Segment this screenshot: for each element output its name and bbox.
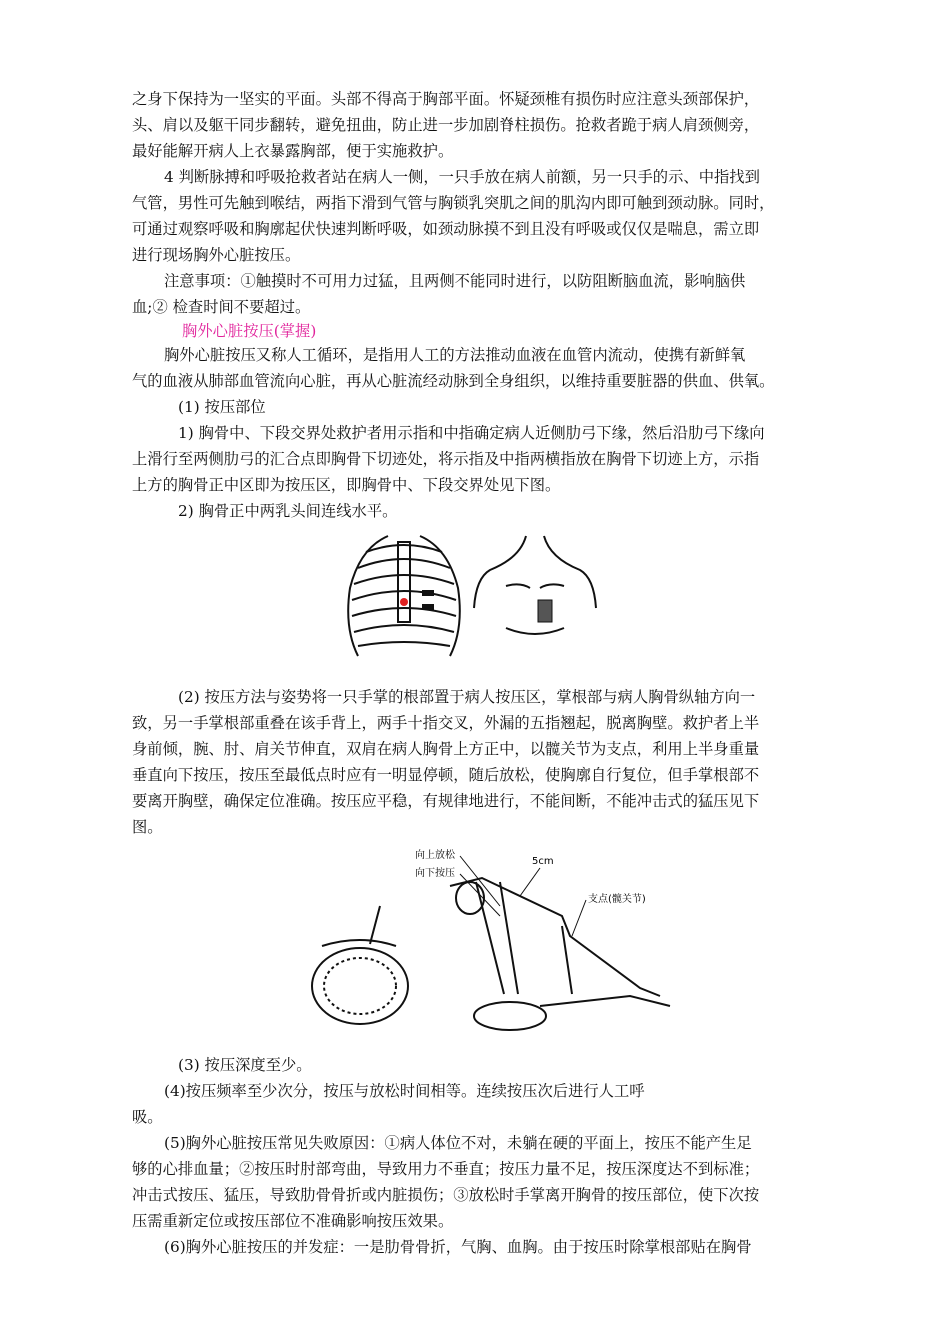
press-area-marker — [538, 600, 552, 622]
label-down-press: 向下按压 — [415, 868, 455, 879]
text-line: (6)胸外心脏按压的并发症：一是肋骨骨折，气胸、血胸。由于按压时除掌根部贴在胸骨 — [164, 1238, 752, 1256]
text-line: 垂直向下按压，按压至最低点时应有一明显停顿，随后放松，使胸廓自行复位，但手掌根部不 — [132, 766, 760, 784]
press-point-marker — [400, 598, 408, 606]
posture-illustration — [300, 846, 700, 1036]
text-line: 吸。 — [132, 1108, 163, 1126]
text-line: 最好能解开病人上衣暴露胸部，便于实施救护。 — [132, 142, 454, 160]
text-line: 注意事项：①触摸时不可用力过猛，且两侧不能同时进行，以防阻断脑血流，影响脑供 — [164, 272, 746, 290]
text-line: (1) 按压部位 — [178, 398, 266, 416]
compression-posture-figure — [300, 846, 700, 1036]
text-line: 压需重新定位或按压部位不准确影响按压效果。 — [132, 1212, 454, 1230]
text-line: 之身下保持为一坚实的平面。头部不得高于胸部平面。怀疑颈椎有损伤时应注意头颈部保护， — [132, 90, 760, 108]
text-line: 进行现场胸外心脏按压。 — [132, 246, 301, 264]
ribcage-illustration — [330, 528, 630, 660]
text-line: 头、肩以及躯干同步翻转，避免扭曲，防止进一步加剧脊柱损伤。抢救者跪于病人肩颈侧旁， — [132, 116, 760, 134]
text-line: 上滑行至两侧肋弓的汇合点即胸骨下切迹处，将示指及中指两横指放在胸骨下切迹上方，示指 — [132, 450, 760, 468]
text-line: (2) 按压方法与姿势将一只手掌的根部置于病人按压区，掌根部与病人胸骨纵轴方向一 — [178, 688, 756, 706]
section-heading: 胸外心脏按压(掌握) — [182, 322, 317, 340]
chest-figure — [330, 528, 630, 660]
text-line: 图。 — [132, 818, 163, 836]
text-line: (3) 按压深度至少。 — [178, 1056, 312, 1074]
text-line: 1) 胸骨中、下段交界处救护者用示指和中指确定病人近侧肋弓下缘，然后沿肋弓下缘向 — [178, 424, 765, 442]
text-line: 身前倾，腕、肘、肩关节伸直，双肩在病人胸骨上方正中，以髋关节为支点，利用上半身重量 — [132, 740, 760, 758]
text-line: 气管，男性可先触到喉结，两指下滑到气管与胸锁乳突肌之间的肌沟内即可触到颈动脉。同时， — [132, 194, 775, 212]
text-line: 冲击式按压、猛压，导致肋骨骨折或内脏损伤；③放松时手掌离开胸骨的按压部位，使下次按 — [132, 1186, 760, 1204]
text-line: 可通过观察呼吸和胸廓起伏快速判断呼吸，如颈动脉摸不到且没有呼吸或仅仅是喘息，需立即 — [132, 220, 760, 238]
text-line: 致，另一手掌根部重叠在该手背上，两手十指交叉，外漏的五指翘起，脱离胸壁。救护者上半 — [132, 714, 760, 732]
text-line: 4 判断脉搏和呼吸抢救者站在病人一侧，一只手放在病人前额，另一只手的示、中指找到 — [164, 168, 760, 186]
text-line: 气的血液从肺部血管流向心脏，再从心脏流经动脉到全身组织，以维持重要脏器的供血、供氧。 — [132, 372, 775, 390]
text-line: 胸外心脏按压又称人工循环，是指用人工的方法推动血液在血管内流动，使携有新鲜氧 — [164, 346, 746, 364]
label-up-release: 向上放松 — [415, 850, 455, 861]
text-line: 2) 胸骨正中两乳头间连线水平。 — [178, 502, 398, 520]
text-line: (4)按压频率至少次分，按压与放松时间相等。连续按压次后进行人工呼 — [164, 1082, 645, 1100]
text-line: 要离开胸壁，确保定位准确。按压应平稳，有规律地进行，不能间断，不能冲击式的猛压见下 — [132, 792, 760, 810]
label-fulcrum: 支点(髋关节) — [588, 894, 646, 905]
text-line: (5)胸外心脏按压常见失败原因：①病人体位不对，未躺在硬的平面上，按压不能产生足 — [164, 1134, 752, 1152]
text-line: 够的心排血量；②按压时肘部弯曲，导致用力不垂直；按压力量不足，按压深度达不到标准； — [132, 1160, 760, 1178]
text-line: 血;② 检查时间不要超过。 — [132, 298, 311, 316]
label-depth: 5cm — [532, 856, 554, 867]
text-line: 上方的胸骨正中区即为按压区，即胸骨中、下段交界处见下图。 — [132, 476, 561, 494]
